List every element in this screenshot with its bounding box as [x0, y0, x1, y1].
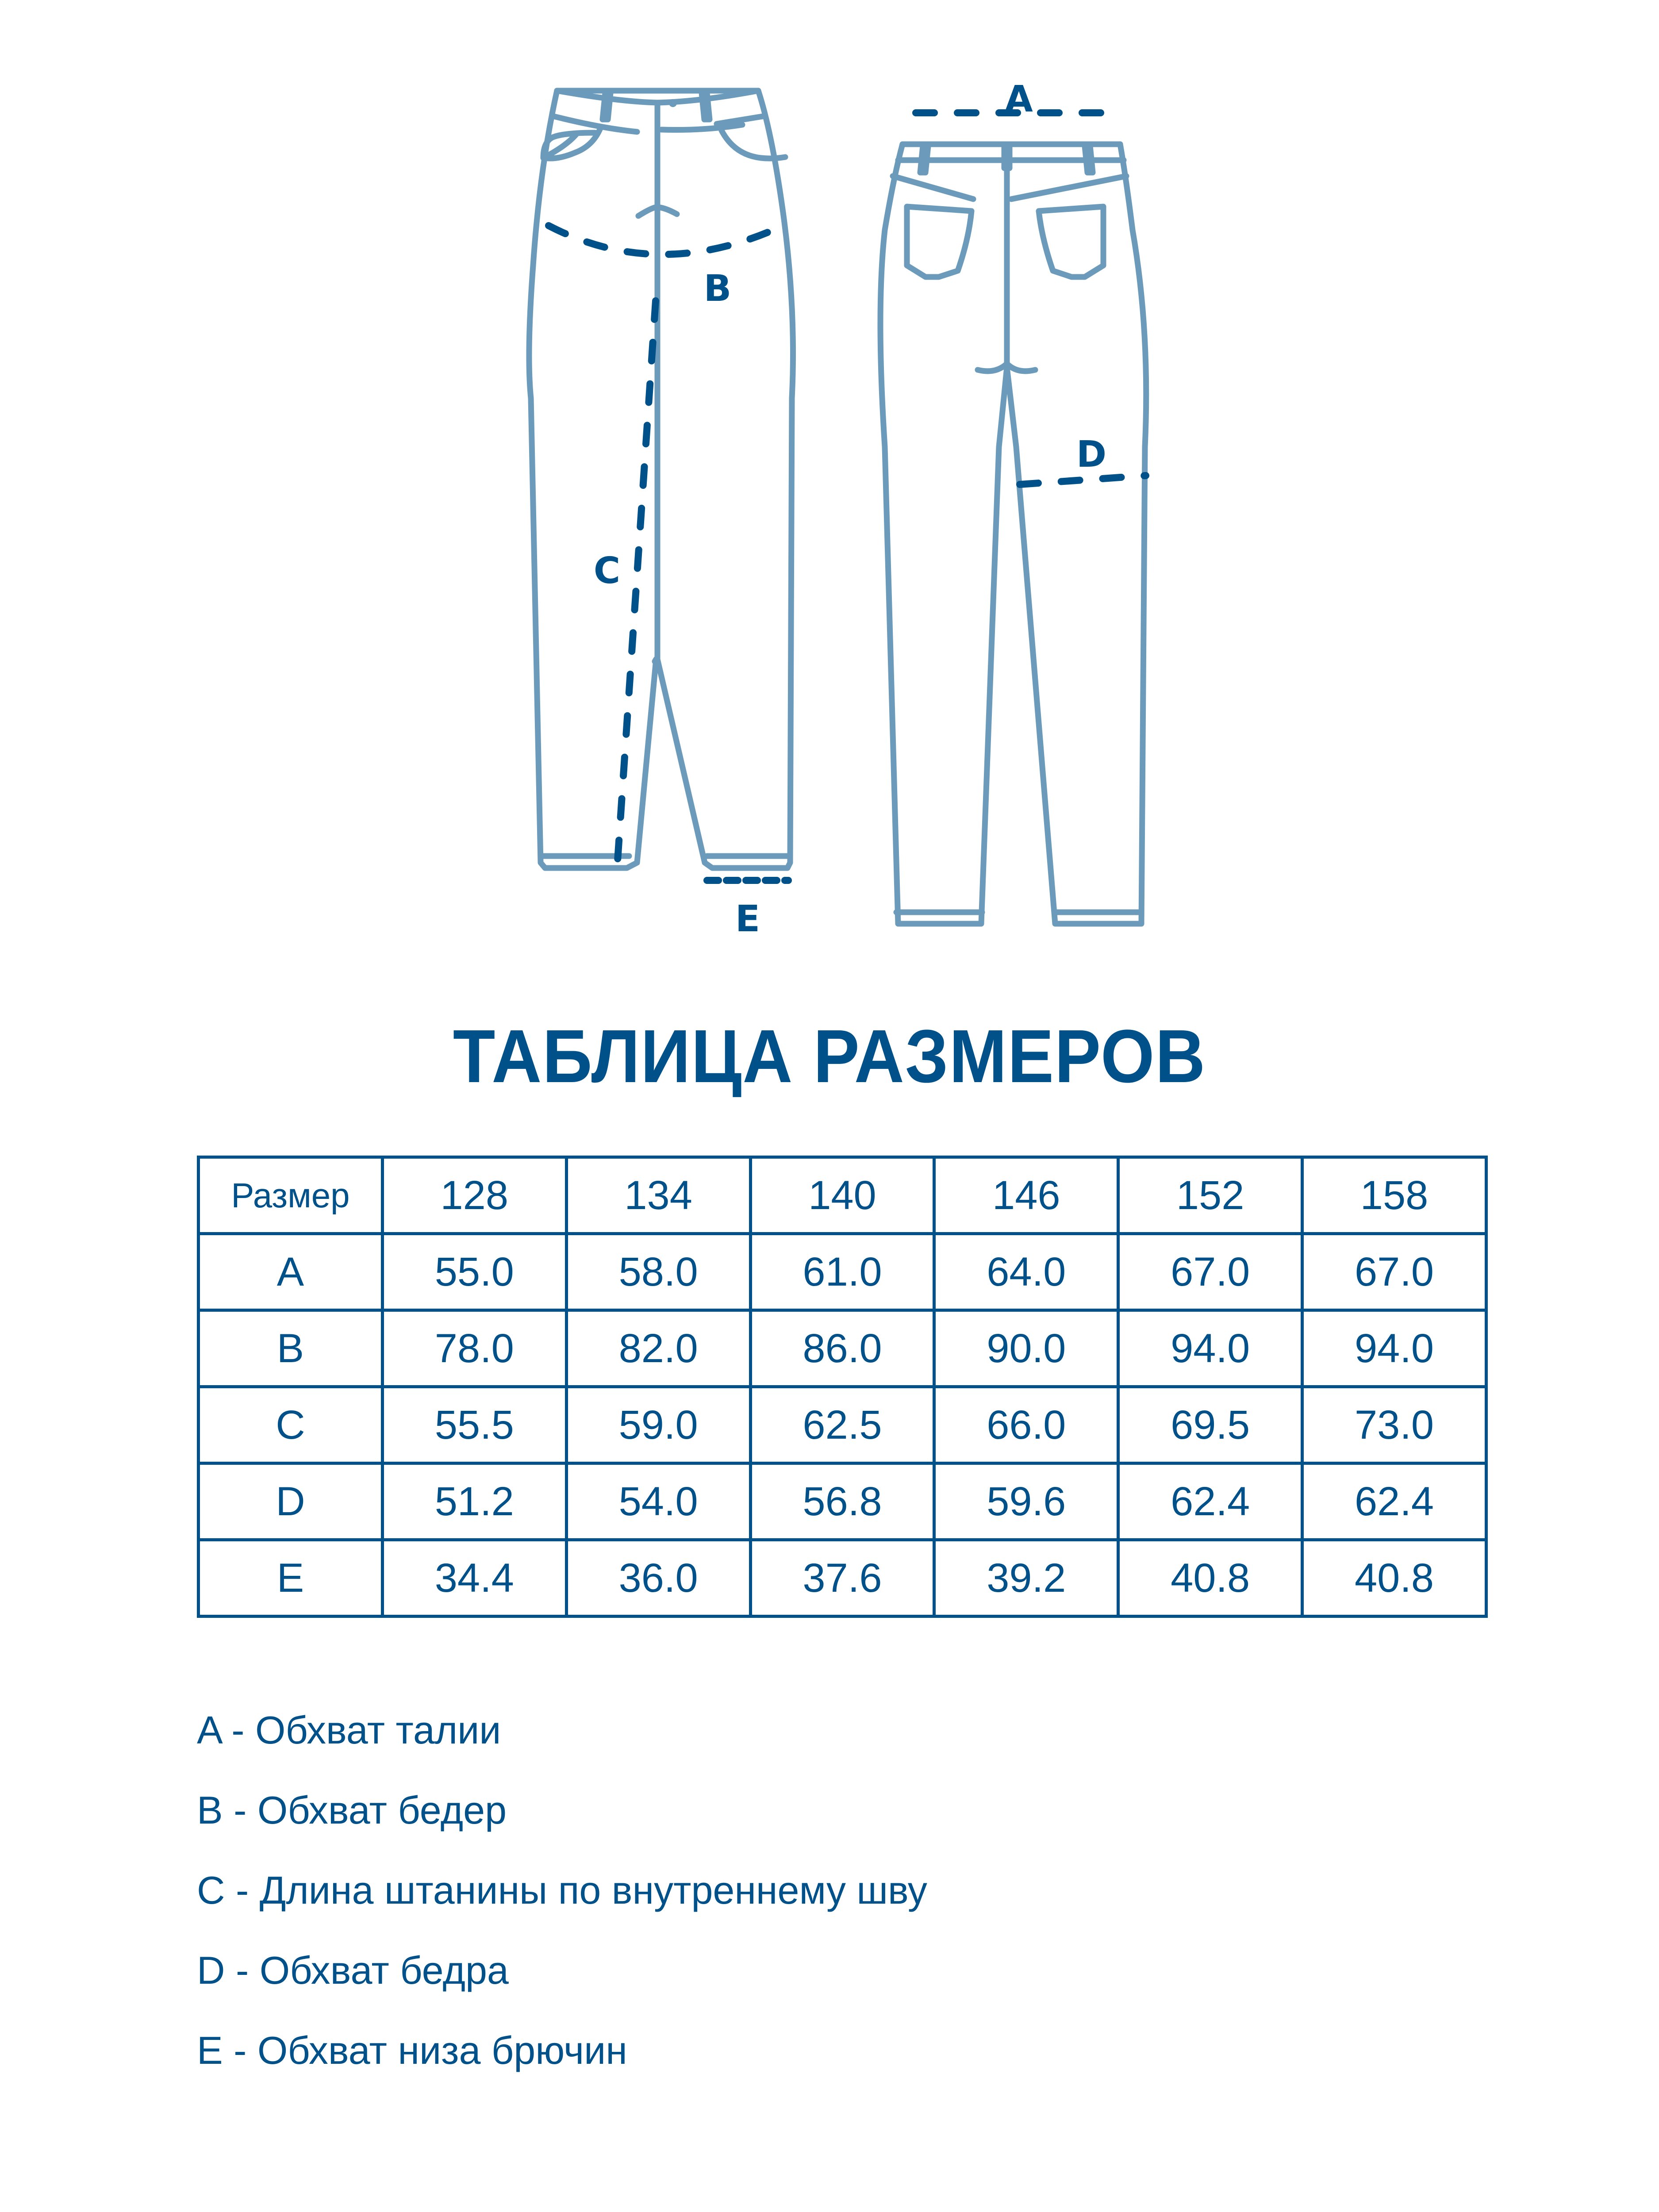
legend-item-e: E - Обхват низа брючин: [197, 2028, 627, 2072]
cell-value: 37.6: [750, 1540, 934, 1617]
back-pocket-right: [1039, 207, 1103, 277]
cell-value: 66.0: [934, 1387, 1118, 1463]
jeans-back-view: [880, 144, 1146, 924]
table-row: [199, 1387, 1486, 1463]
row-key: A: [199, 1234, 383, 1310]
button-icon: [669, 99, 677, 107]
row-key: B: [199, 1310, 383, 1387]
back-outline: [880, 144, 1146, 924]
cell-value: 34.4: [382, 1540, 566, 1617]
cell-value: 62.4: [1302, 1463, 1486, 1540]
cell-value: 40.8: [1118, 1540, 1302, 1617]
table-row: [199, 1310, 1486, 1387]
cell-value: 69.5: [1118, 1387, 1302, 1463]
front-waistband: [552, 91, 765, 659]
measure-label-a: A: [1005, 78, 1033, 120]
back-pocket-left: [907, 207, 972, 277]
jeans-front-view: [529, 91, 793, 868]
cell-value: 94.0: [1118, 1310, 1302, 1387]
row-key: D: [199, 1463, 383, 1540]
legend-item-c: C - Длина штанины по внутреннему шву: [197, 1868, 927, 1912]
cell-value: 62.4: [1118, 1463, 1302, 1540]
header-size: 146: [934, 1157, 1118, 1234]
row-key: E: [199, 1540, 383, 1617]
cell-value: 67.0: [1118, 1234, 1302, 1310]
cell-value: 62.5: [750, 1387, 934, 1463]
measure-label-e: E: [735, 898, 760, 940]
measure-line-d: [1020, 476, 1146, 484]
cell-value: 58.0: [566, 1234, 750, 1310]
cell-value: 61.0: [750, 1234, 934, 1310]
cell-value: 64.0: [934, 1234, 1118, 1310]
table-row: [199, 1234, 1486, 1310]
header-size: 128: [382, 1157, 566, 1234]
cell-value: 94.0: [1302, 1310, 1486, 1387]
header-size: 158: [1302, 1157, 1486, 1234]
legend-item-a: A - Обхват талии: [197, 1708, 501, 1752]
cell-value: 39.2: [934, 1540, 1118, 1617]
cell-value: 67.0: [1302, 1234, 1486, 1310]
measure-line-b: [549, 226, 783, 254]
cell-value: 40.8: [1302, 1540, 1486, 1617]
cell-value: 55.5: [382, 1387, 566, 1463]
table-row: [199, 1540, 1486, 1617]
table-row: [199, 1463, 1486, 1540]
measure-label-b: B: [703, 268, 732, 310]
measurement-legend: [197, 1690, 927, 2090]
cell-value: 59.0: [566, 1387, 750, 1463]
cell-value: 78.0: [382, 1310, 566, 1387]
header-size: 134: [566, 1157, 750, 1234]
cell-value: 54.0: [566, 1463, 750, 1540]
cell-value: 56.8: [750, 1463, 934, 1540]
header-size: 152: [1118, 1157, 1302, 1234]
table-header-row: [199, 1157, 1486, 1234]
page-title: ТАБЛИЦА РАЗМЕРОВ: [453, 1014, 1206, 1098]
size-table: [197, 1156, 1488, 1618]
legend-item-d: D - Обхват бедра: [197, 1948, 509, 1992]
cell-value: 55.0: [382, 1234, 566, 1310]
cell-value: 36.0: [566, 1540, 750, 1617]
header-size-label: Размер: [199, 1157, 383, 1234]
measure-line-c: [617, 301, 656, 867]
cell-value: 90.0: [934, 1310, 1118, 1387]
cell-value: 59.6: [934, 1463, 1118, 1540]
cell-value: 73.0: [1302, 1387, 1486, 1463]
jeans-measurement-diagram: [0, 0, 1659, 973]
front-pocket-left: [543, 128, 600, 158]
legend-item-b: B - Обхват бедер: [197, 1788, 507, 1832]
cell-value: 82.0: [566, 1310, 750, 1387]
cell-value: 51.2: [382, 1463, 566, 1540]
measure-label-d: D: [1076, 434, 1107, 476]
row-key: C: [199, 1387, 383, 1463]
cell-value: 86.0: [750, 1310, 934, 1387]
header-size: 140: [750, 1157, 934, 1234]
measure-label-c: C: [593, 550, 621, 592]
